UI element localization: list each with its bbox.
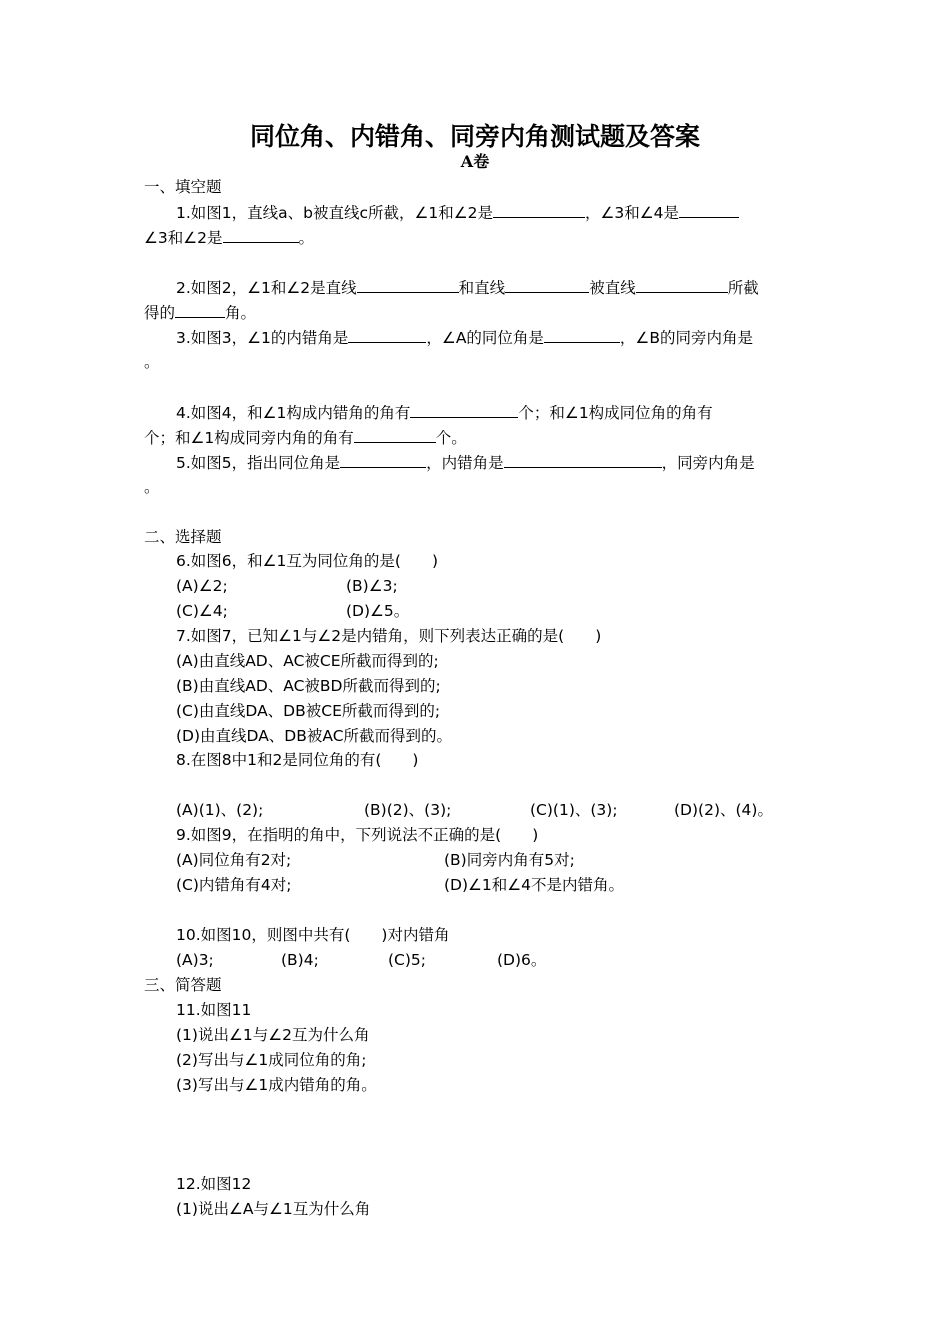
q7-option-b[interactable]: (B)由直线AD、AC被BD所截而得到的; <box>176 677 441 695</box>
question-3-line-2: 。 <box>144 353 160 371</box>
q2-text-d: 所截 <box>727 279 759 297</box>
q11-part-1: (1)说出∠1与∠2互为什么角 <box>176 1026 370 1044</box>
section-fill-heading: 一、填空题 <box>144 178 222 196</box>
q10-option-d[interactable]: (D)6。 <box>497 951 547 969</box>
q7-option-a[interactable]: (A)由直线AD、AC被CE所截而得到的; <box>176 652 439 670</box>
question-4-line-1 <box>176 402 713 423</box>
q6-option-c[interactable]: (C)∠4; <box>176 602 228 620</box>
q1-text-d: 。 <box>298 229 315 247</box>
q7-option-d[interactable]: (D)由直线DA、DB被AC所截而得到的。 <box>176 727 453 745</box>
q5-blank-2[interactable] <box>504 452 662 468</box>
question-5-line-2: 。 <box>144 478 160 496</box>
q4-blank-1[interactable] <box>410 402 518 418</box>
q9-option-a[interactable]: (A)同位角有2对; <box>176 851 292 869</box>
q12-part-1: (1)说出∠A与∠1互为什么角 <box>176 1200 371 1218</box>
q2-blank-2[interactable] <box>505 277 589 293</box>
section-choice-heading: 二、选择题 <box>144 528 222 546</box>
question-1-line-2 <box>144 227 314 248</box>
question-10-stem: 10.如图10，则图中共有( )对内错角 <box>176 926 450 944</box>
q2-blank-4[interactable] <box>175 302 225 318</box>
q6-option-d[interactable]: (D)∠5。 <box>346 602 410 620</box>
question-5-line-1 <box>176 452 755 473</box>
q3-blank-2[interactable] <box>544 327 620 343</box>
q1-blank-3[interactable] <box>223 227 299 243</box>
question-7-stem: 7.如图7，已知∠1与∠2是内错角，则下列表达正确的是( ) <box>176 627 602 645</box>
q9-option-c[interactable]: (C)内错角有4对; <box>176 876 292 894</box>
q2-blank-3[interactable] <box>636 277 728 293</box>
question-6-stem: 6.如图6，和∠1互为同位角的是( ) <box>176 552 439 570</box>
q3-text-b: ，∠A的同位角是 <box>426 329 544 347</box>
q1-blank-2[interactable] <box>679 202 739 218</box>
q8-option-d[interactable]: (D)(2)、(4)。 <box>674 801 773 819</box>
q5-text-a: 5.如图5，指出同位角是 <box>176 454 341 472</box>
q1-text-b: ，∠3和∠4是 <box>585 204 680 222</box>
q8-option-a[interactable]: (A)(1)、(2); <box>176 801 264 819</box>
question-4-line-2 <box>144 427 467 448</box>
question-2-line-1 <box>176 277 759 298</box>
q11-part-3: (3)写出与∠1成内错角的角。 <box>176 1076 377 1094</box>
q2-text-a: 2.如图2，∠1和∠2是直线 <box>176 279 357 297</box>
q6-option-a[interactable]: (A)∠2; <box>176 577 228 595</box>
q4-text-c: 个；和∠1构成同旁内角的角有 <box>144 429 354 447</box>
q10-option-c[interactable]: (C)5; <box>388 951 427 969</box>
q4-blank-2[interactable] <box>354 427 436 443</box>
q1-blank-1[interactable] <box>493 202 585 218</box>
q2-text-e: 得的 <box>144 304 176 322</box>
question-12-stem: 12.如图12 <box>176 1175 252 1193</box>
q5-blank-1[interactable] <box>340 452 426 468</box>
q2-blank-1[interactable] <box>357 277 459 293</box>
q2-text-f: 角。 <box>225 304 257 322</box>
q3-blank-1[interactable] <box>348 327 426 343</box>
question-11-stem: 11.如图11 <box>176 1001 252 1019</box>
q7-option-c[interactable]: (C)由直线DA、DB被CE所截而得到的; <box>176 702 441 720</box>
question-3-line-1 <box>176 327 753 348</box>
q3-text-c: ，∠B的同旁内角是 <box>619 329 753 347</box>
q5-text-c: ，同旁内角是 <box>661 454 755 472</box>
q11-part-2: (2)写出与∠1成同位角的角; <box>176 1051 367 1069</box>
q4-text-a: 4.如图4，和∠1构成内错角的角有 <box>176 404 411 422</box>
q4-text-b: 个；和∠1构成同位角的角有 <box>518 404 713 422</box>
page-subtitle: A卷 <box>460 152 490 171</box>
page-title: 同位角、内错角、同旁内角测试题及答案 <box>249 122 700 151</box>
section-short-heading: 三、简答题 <box>144 976 222 994</box>
q3-text-a: 3.如图3，∠1的内错角是 <box>176 329 349 347</box>
q4-text-d: 个。 <box>435 429 467 447</box>
q2-text-b: 和直线 <box>458 279 506 297</box>
q2-text-c: 被直线 <box>589 279 636 297</box>
q1-text-a: 1.如图1，直线a、b被直线c所截，∠1和∠2是 <box>176 204 494 222</box>
q8-option-c[interactable]: (C)(1)、(3); <box>530 801 618 819</box>
q10-option-b[interactable]: (B)4; <box>281 951 319 969</box>
question-2-line-2 <box>144 302 256 323</box>
q5-text-b: ，内错角是 <box>426 454 504 472</box>
q10-option-a[interactable]: (A)3; <box>176 951 214 969</box>
q9-option-d[interactable]: (D)∠1和∠4不是内错角。 <box>444 876 625 894</box>
q9-option-b[interactable]: (B)同旁内角有5对; <box>444 851 575 869</box>
q6-option-b[interactable]: (B)∠3; <box>346 577 398 595</box>
question-1-line-1 <box>176 202 739 223</box>
question-8-stem: 8.在图8中1和2是同位角的有( ) <box>176 751 419 769</box>
q1-text-c: ∠3和∠2是 <box>144 229 223 247</box>
question-9-stem: 9.如图9，在指明的角中，下列说法不正确的是( ) <box>176 826 539 844</box>
q8-option-b[interactable]: (B)(2)、(3); <box>364 801 452 819</box>
